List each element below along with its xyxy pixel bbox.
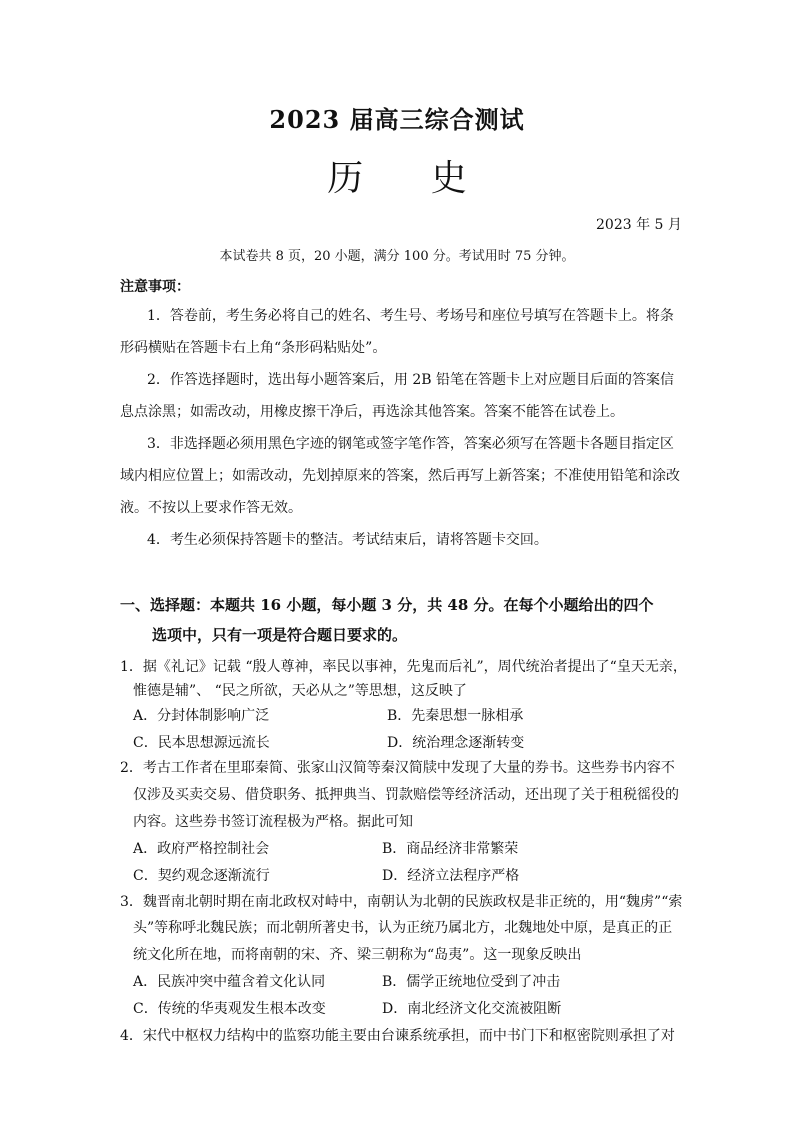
note-4-line-1: 4．考生必须保持答题卡的整洁。考试结束后，请将答题卡交回。 — [147, 532, 548, 548]
question-2-line-1: 2．考古工作者在里耶秦简、张家山汉简等秦汉简牍中发现了大量的券书。这些券书内容不 — [120, 760, 675, 776]
note-2-line-2: 息点涂黑；如需改动，用橡皮擦干净后，再选涂其他答案。答案不能答在试卷上。 — [120, 404, 624, 420]
question-2-line-3: 内容。这些券书签订流程极为严格。据此可知 — [133, 814, 413, 830]
question-1-line-2: 惟德是辅”、 “民之所欲，天必从之”等思想，这反映了 — [133, 683, 467, 699]
question-1-option-d: D．统治理念逐渐转变 — [387, 735, 525, 751]
question-1-option-a: A．分封体制影响广泛 — [133, 708, 270, 724]
note-3-line-3: 液。不按以上要求作答无效。 — [120, 500, 302, 516]
notes-title: 注意事项： — [120, 279, 190, 295]
subject-title: 历 史 — [327, 158, 495, 199]
section-heading-line-1: 一、选择题：本题共 16 小题，每小题 3 分，共 48 分。在每个小题给出的四个 — [120, 596, 654, 614]
note-3-line-1: 3．非选择题必须用黑色字迹的钢笔或签字笔作答，答案必须写在答题卡各题目指定区 — [147, 436, 674, 452]
question-2-option-b: B．商品经济非常繁荣 — [382, 841, 519, 857]
question-3-line-3: 统文化所在地，而将南朝的宋、齐、梁三朝称为“岛夷”。这一现象反映出 — [133, 947, 582, 963]
question-3-line-2: 头”等称呼北魏民族；而北朝所著史书，认为正统乃属北方，北魏地处中原，是真正的正 — [133, 920, 673, 936]
question-3-line-1: 3．魏晋南北朝时期在南北政权对峙中，南朝认为北朝的民族政权是非正统的，用“魏虏”“索 — [120, 894, 683, 910]
question-2-line-2: 仅涉及买卖交易、借贷职务、抵押典当、罚款赔偿等经济活动，还出现了关于租税徭役的 — [133, 787, 679, 803]
exam-date: 2023 年 5 月 — [596, 217, 682, 233]
question-2-option-d: D．经济立法程序严格 — [382, 868, 520, 884]
note-2-line-1: 2．作答选择题时，选出每小题答案后，用 2B 铅笔在答题卡上对应题目后面的答案信 — [147, 372, 675, 388]
question-3-option-b: B．儒学正统地位受到了冲击 — [382, 974, 561, 990]
exam-title: 2023 届高三综合测试 — [269, 105, 525, 134]
note-3-line-2: 域内相应位置上；如需改动，先划掉原来的答案，然后再写上新答案；不准使用铅笔和涂改 — [120, 468, 680, 484]
note-1-line-2: 形码横贴在答题卡右上角“条形码粘贴处”。 — [120, 340, 387, 356]
note-1-line-1: 1．答卷前，考生务必将自己的姓名、考生号、考场号和座位号填写在答题卡上。将条 — [147, 308, 674, 324]
question-4-line-1: 4．宋代中枢权力结构中的监察功能主要由台谏系统承担，而中书门下和枢密院则承担了对 — [120, 1028, 675, 1044]
question-1-line-1: 1．据《礼记》记载 “殷人尊神，率民以事神，先鬼而后礼”，周代统治者提出了“皇天无亲， — [120, 659, 687, 675]
question-2-option-a: A．政府严格控制社会 — [133, 841, 270, 857]
question-1-option-c: C．民本思想源远流长 — [133, 735, 270, 751]
question-2-option-c: C．契约观念逐渐流行 — [133, 868, 270, 884]
question-3-option-a: A．民族冲突中蕴含着文化认同 — [133, 974, 326, 990]
section-heading-line-2: 选项中，只有一项是符合题日要求的。 — [152, 626, 408, 644]
question-3-option-c: C．传统的华夷观发生根本改变 — [133, 1001, 326, 1017]
exam-info: 本试卷共 8 页，20 小题，满分 100 分。考试用时 75 分钟。 — [219, 249, 575, 264]
question-1-option-b: B．先秦思想一脉相承 — [387, 708, 524, 724]
question-3-option-d: D．南北经济文化交流被阻断 — [382, 1001, 562, 1017]
